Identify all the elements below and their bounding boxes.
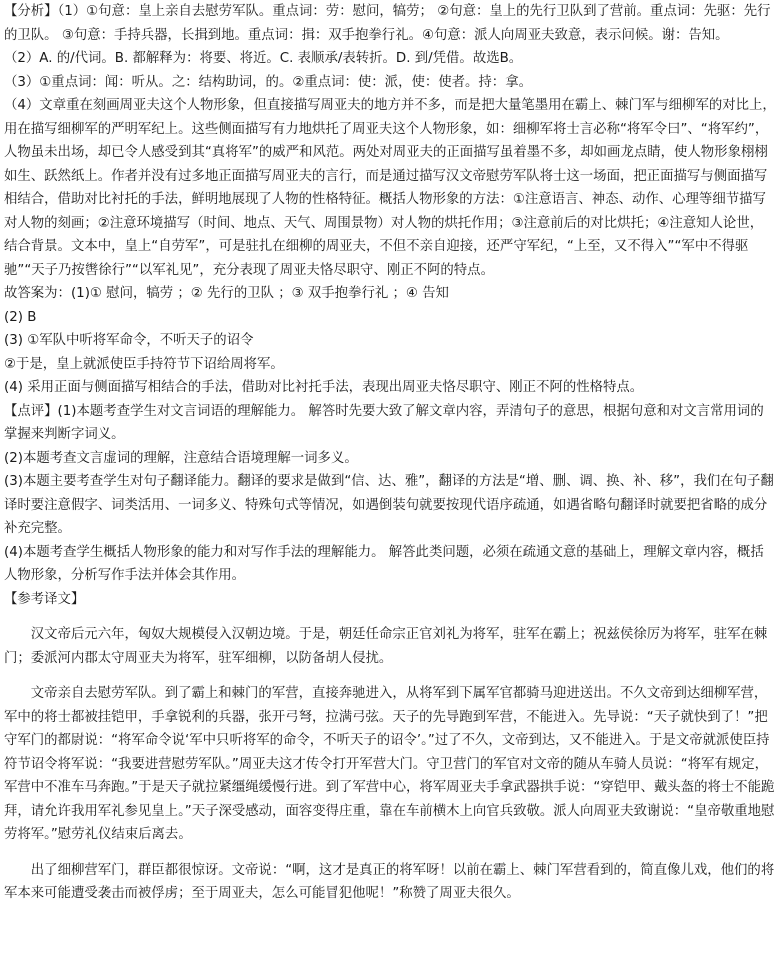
review-1: 【点评】(1)本题考查学生对文言词语的理解能力。 解答时先要大致了解文章内容，弄清句子的意思，根据句意和对文言常用词的掌握来判断字词义。 [4,403,764,442]
translation-paragraph-3: 出了细柳营军门，群臣都很惊讶。文帝说：“啊，这才是真正的将军呀！以前在霸上、棘门军营看到的，简直像儿戏，他们的将军本来可能遭受袭击而被俘虏；至于周亚夫，怎么可能冒犯他呢！”称赞了周亚夫很久。 [4,862,775,901]
spacer [4,670,776,682]
answer-summary: 故答案为：(1)① 慰问，犒劳 ；② 先行的卫队 ；③ 双手抱拳行礼 ；④ 告知 [4,286,449,301]
review-4: (4)本题考查学生概括人物形象的能力和对写作手法的理解能力。 解答此类问题，必须在疏通文意的基础上，理解文章内容，概括人物形象，分析写作手法并体会其作用。 [4,544,764,583]
translation-heading: 【参考译文】 [4,591,85,607]
translation-paragraph-1: 汉文帝后元六年，匈奴大规模侵入汉朝边境。于是，朝廷任命宗正官刘礼为将军，驻军在霸上；祝兹侯徐厉为将军，驻军在棘门；委派河内郡太守周亚夫为将军，驻军细柳，以防备胡人侵扰。 [4,627,768,666]
spacer [4,847,776,859]
answer-3a: (3) ①军队中听将军命令，不听天子的诏令 [4,333,254,348]
analysis-part-3: （3）①重点词：闻：听从。之：结构助词，的。②重点词：使：派，使：使者。持：拿。 [4,74,532,90]
analysis-part-1: 【分析】（1）①句意：皇上亲自去慰劳军队。重点词：劳：慰问，犒劳； ②句意：皇上的先行卫队到了营前。重点词：先驱：先行的卫队。 ③句意：手持兵器，长揖到地。重点词：揖：双手抱拳行礼。④句意：派人向周亚夫致意，表示问候。谢：告知。 [4,4,771,43]
review-3: (3)本题主要考查学生对句子翻译能力。翻译的要求是做到“信、达、雅”，翻译的方法是“增、删、调、换、补、移”，我们在句子翻译时要注意假字、词类活用、一词多义、特殊句式等情况，如遇倒装句就要按现代语序疏通，如遇省略句翻译时就要把省略的成分补充完整。 [4,474,774,536]
analysis-part-2: （2）A. 的/代词。B. 都解释为：将要、将近。C. 表顺承/表转折。D. 到/凭借。故选B。 [4,51,523,66]
spacer [4,611,776,623]
answer-2: (2) B [4,309,37,325]
review-2: (2)本题考查文言虚词的理解，注意结合语境理解一词多义。 [4,450,358,466]
answer-4: (4) 采用正面与侧面描写相结合的手法，借助对比衬托手法，表现出周亚夫恪尽职守、刚正不阿的性格特点。 [4,380,644,395]
analysis-part-4: （4）文章重在刻画周亚夫这个人物形象，但直接描写周亚夫的地方并不多，而是把大量笔墨用在霸上、棘门军与细柳军的对比上，用在描写细柳军的严明军纪上。这些侧面描写有力地烘托了周亚夫这个人物形象，如：细柳军将士言必称“将军令曰”、“将军约”，人物虽未出场，却已令人感受到其“真将军”的威严和风范。两处对周亚夫的正面描写虽着墨不多，却如画龙点睛，使人物形象栩栩如生、跃然纸上。作者并没有过多地正面描写周亚夫的言行，而是通过描写汉文帝慰劳军队将士这一场面，把正面描写与侧面描写相结合，借助对比衬托的手法，鲜明地展现了人物的性格特征。概括人物形象的方法：①注意语言、神态、动作、心理等细节描写对人物的刻画；②注意环境描写（时间、地点、天气、周围景物）对人物的烘托作用；③注意前后的对比烘托；④注意知人论世，结合背景。文本中，皇上“自劳军”，可是驻扎在细柳的周亚夫，不但不亲自迎接，还严守军纪，“上至，又不得入”“军中不得驱驰”“天子乃按辔徐行”“以军礼见”，充分表现了周亚夫恪尽职守、刚正不阿的特点。 [4,98,776,278]
answer-3b: ②于是，皇上就派使臣手持符节下诏给周将军。 [4,356,284,372]
translation-paragraph-2: 文帝亲自去慰劳军队。到了霸上和棘门的军营，直接奔驰进入，从将军到下属军官都骑马迎进送出。不久文帝到达细柳军营，军中的将士都被挂铠甲，手拿锐利的兵器，张开弓弩，拉满弓弦。天子的先导跑到军营，不能进入。先导说：“天子就快到了！”把守军门的都尉说：“将军命令说‘军中只听将军的命令，不听天子的诏令’。”过了不久，文帝到达，又不能进入。于是文帝就派使臣持符节诏令将军说：“我要进营慰劳军队。”周亚夫这才传令打开军营大门。守卫营门的军官对文帝的随从车骑人员说：“将军有规定，军营中不准车马奔跑。”于是天子就拉紧缰绳缓慢行进。到了军营中心，将军周亚夫手拿武器拱手说：“穿铠甲、戴头盔的将士不能跪拜，请允许我用军礼参见皇上。”天子深受感动，面容变得庄重，靠在车前横木上向官兵致敬。派人向周亚夫致谢说：“皇帝敬重地慰劳将军。”慰劳礼仪结束后离去。 [4,686,775,842]
